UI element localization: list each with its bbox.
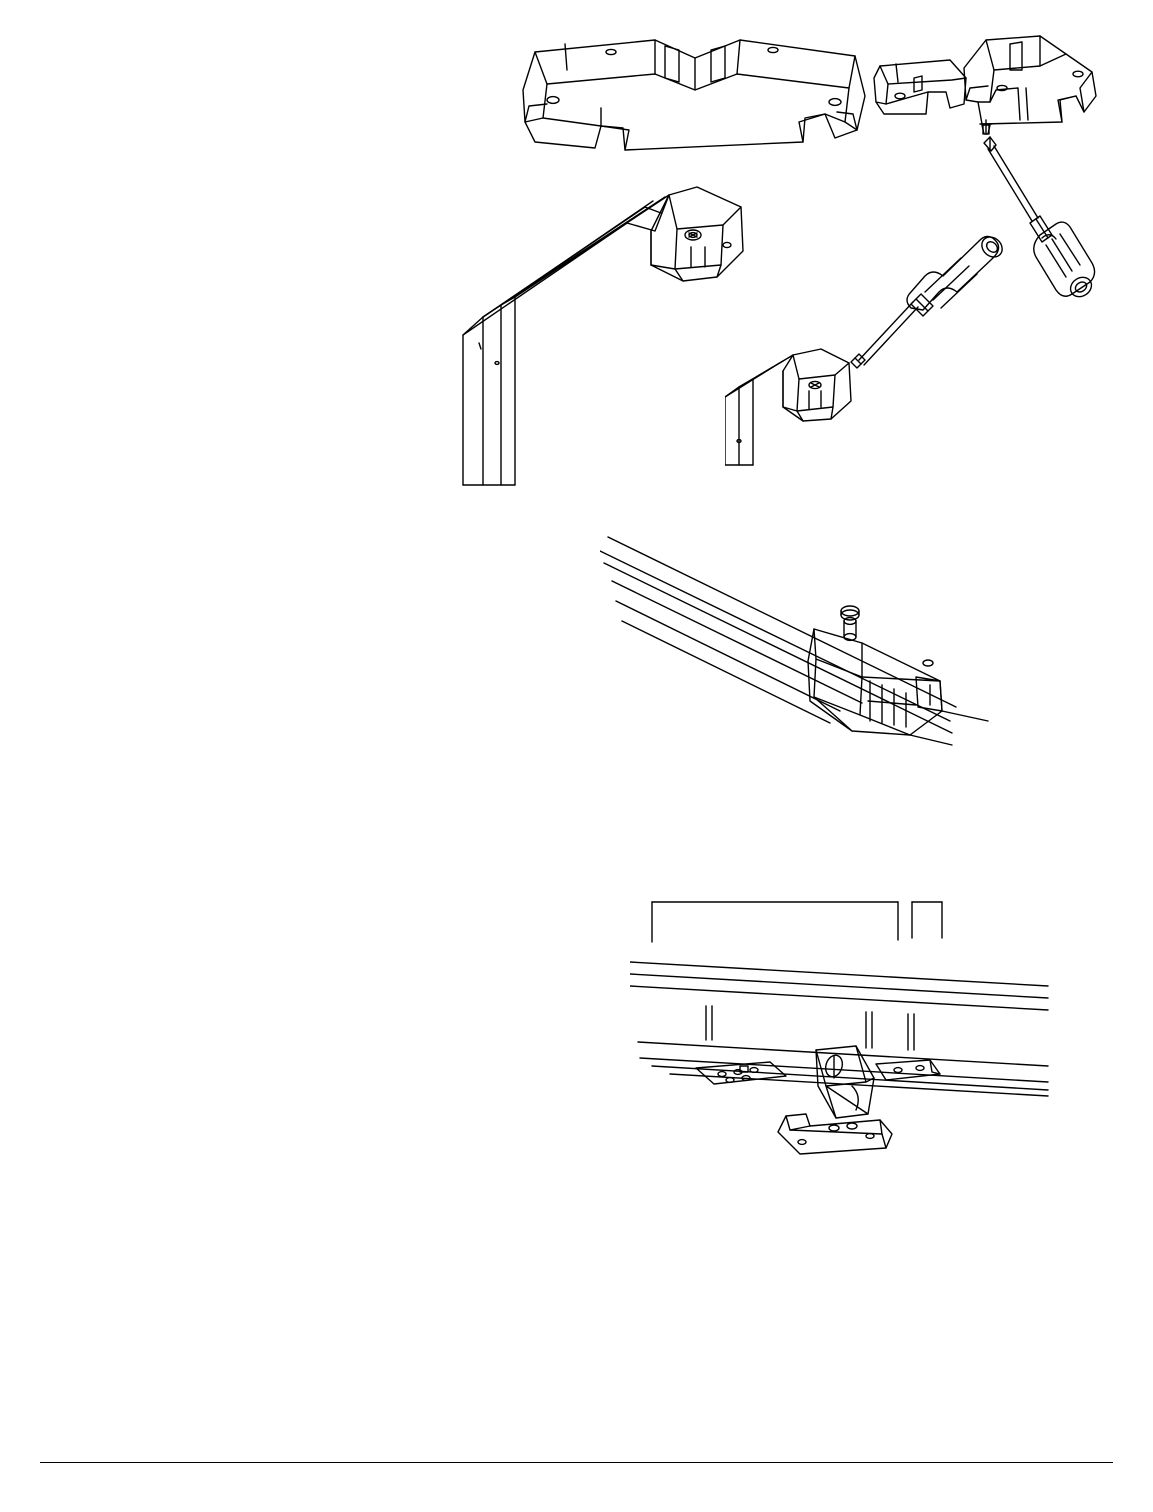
figure-rail-end-with-cap-lower (725, 345, 875, 470)
figure-plastic-end-cap-assembly (505, 30, 875, 160)
footer-divider (40, 1462, 1113, 1463)
figure-ceiling-mount-bracket (630, 890, 1050, 1180)
figure-rail-carriage-detail (600, 525, 990, 775)
figure-plastic-end-cap-exploded (870, 30, 1100, 150)
